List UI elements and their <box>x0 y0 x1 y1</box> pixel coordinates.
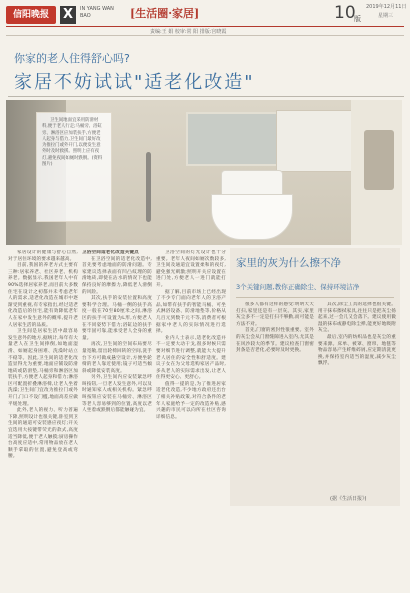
paragraph: 值得一提的是,为了推进居家适老化改造,不少地方政府还出台了相关补贴政策,对符合条件的老年人家庭给予一定的改造补贴,感兴趣的市民可以向所在社区咨询详细信息。 <box>156 381 226 420</box>
paragraph: 家居设计的健康与舒心自然,对于居住环境的要求越来越高。 <box>8 250 78 262</box>
paragraph: 再次,卫生间的空间布局要尽量宽敞,留出轮椅回转的空间,洗手台下方可做成悬空设计,方便坐轮椅的老人靠近使用;镜子可适当倾斜或降低安装高度。 <box>82 342 152 374</box>
paragraph: 其次,扶手的安装位置和高度要科学合理。马桶一侧的扶手高度一般在70至80厘米之间,淋浴区的扶手可设置为L形,方便老人在不同姿势下借力;浴缸边的扶手要牢固可靠,能承受老人全身的重量。 <box>82 296 152 341</box>
article-column-3 <box>156 250 226 585</box>
masthead-rule <box>6 26 404 27</box>
headline-rule <box>8 96 404 97</box>
article-headline: 家居不妨试试"适老化改造" <box>14 72 255 93</box>
section-title: [生活圈·家居] <box>130 7 200 20</box>
article-column-2 <box>82 250 152 585</box>
paragraph: 卫生间是居家生活中最容易发生意外的地方,据统计,每年有大量老人在卫生间摔倒,如地面湿滑、如厕起身困难、洗澡时站立不稳等。因此,卫生间的适老化改造显得尤为重要,地面应铺设防滑地砖或防滑垫,马桶旁和淋浴区加装扶手,方便老人起身和借力;淋浴区可配置折叠淋浴椅,让老人坐着洗澡;卫生间门宜改为推拉门或外开门,门口不设门槛,地面高差应做平缓处理。 <box>8 329 78 407</box>
photo-toilet-bowl <box>211 194 293 240</box>
paragraph: 在卫浴空间的适老化改造中,首先要考虑地面的防滑问题。专家建议选择表面有凹凸纹理的防滑地砖,即使在沾水的情况下也能保持良好的摩擦力,降低老人滑倒的风险。 <box>82 256 152 295</box>
page-suffix: 版 <box>354 15 361 23</box>
photo-grab-bar <box>146 152 151 222</box>
photo-mirror <box>186 112 280 166</box>
article-column-1 <box>8 250 78 585</box>
newspaper-logo: 信阳晚报 <box>6 6 56 24</box>
paragraph: 据了解,目前市场上已经出现了不少专门面向老年人的卫浴产品,如带有扶手的智能马桶、可坐式淋浴设备、防滑地垫等,价格从几百元到数千元不等,消费者可根据家中老人的实际情况进行选择。 <box>156 289 226 335</box>
issue-date: 2019年12月11日 <box>366 4 407 10</box>
paragraph: 其次,除尘工具的选择也很关键。用干抹布擦拭家具,往往只是把灰尘扬起来,过一会儿又会落下。建议使用微湿的抹布或静电除尘掸,能更好地吸附灰尘。 <box>318 302 396 334</box>
paragraph: 最后,室内的纺织品也是灰尘的重要来源。床单、被罩、窗帘、地毯等物品容易产生纤维碎屑,应定期清洗更换,并保持室内适当的湿度,减少灰尘飘浮。 <box>318 334 396 367</box>
sidebar-source: (据《生活日报》) <box>330 496 367 502</box>
sidebar-subtitle: 3个关键问题,教你正确除尘、保持环境洁净 <box>236 283 360 291</box>
paragraph: 目前,我国的养老方式主要有三种:居家养老、社区养老、机构养老。数据显示,我国老年人中有90%选择居家养老,而目前大多数住宅在设计之初都并未考虑老年人的需求,适老化改造在城市中逐渐受到重视,有专家指出,经过适老化改造后的住宅,能有效降低老年人在家中发生意外的概率,提升老人居家生活的品质。 <box>8 263 78 328</box>
paragraph: 首先,门窗的密封性很重要。室外的灰尘会从门窗缝隙进入室内,尤其是在风沙较大的季节。建议检查门窗密封条是否老化,必要时及时更换。 <box>236 328 314 354</box>
article-kicker: 你家的老人住得舒心吗? <box>14 52 130 65</box>
sidebar-column-1 <box>236 302 314 492</box>
issue-weekday: 星期三 <box>378 13 394 19</box>
photo-caption: 卫生间地面宜采用防滑材料,便于老人行走;马桶旁、浴缸旁、淋浴区应加装扶手,方便老人起身与借力,卫生间门最好改为推拉门或外开门,以便发生意外时及时救援。照明上应有夜灯,避免夜间如厕时跌倒。(资料图片) <box>42 118 103 168</box>
photo-towel <box>364 130 394 190</box>
page-number: 10 <box>334 3 356 23</box>
photo-cabinet <box>276 110 358 172</box>
brand-pinyin: IN YANG WAN BAO <box>80 6 114 19</box>
sidebar-title: 家里的灰为什么擦不净 <box>236 257 341 269</box>
paragraph: 业内人士表示,适老化改造并不一定要大动干戈,很多时候只需要对细节进行调整,就能大大提升老人居住的安全性和舒适度。建议子女在为父母选购家居产品时,多从老人的实际需求出发,让老人住得更安心、更舒心。 <box>156 335 226 381</box>
masthead-divider <box>6 35 404 36</box>
sidebar-rule <box>236 297 394 298</box>
paragraph: 卫浴空间的灯光设计也十分重要。老年人夜间如厕次数较多,卫生间及通道宜设置柔和的夜灯,避免强光刺激;照明开关应设置在进门处,方便老人一进门就能打开。 <box>156 250 226 288</box>
brand-letter: X <box>60 6 76 24</box>
sidebar-column-2 <box>318 302 396 492</box>
paragraph: 此外,老人的视力、听力普遍下降,照明设计也很关键,卧室到卫生间的通道可安装感应夜灯;开关宜选用大按键带荧光的款式,高度适当降低,便于老人触摸;厨房操作台高度应适中,常用物品放在老人顺手拿取的位置,避免登高或弯腰。 <box>8 408 78 460</box>
paragraph: 很多人都有这样的感受:明明天天打扫,家里还是有一层灰。其实,家里灰尘多不一定是打扫不够勤,而可能是方法不对。 <box>236 302 314 327</box>
paragraph: 另外,卫生间内应安装紧急呼叫按钮,一旦老人发生意外,可以及时通知家人或相关机构。紧急呼叫按钮应安装在马桶旁、淋浴区等老人容易够到的位置,高度以老人坐着或跌倒后都能触碰为宜。 <box>82 375 152 414</box>
editors-line: 责编:王 娟 校审:常 阳 排版:宫晓霞 <box>150 29 227 35</box>
column-subhead: 卫浴空间适老化改造关键点 <box>82 250 139 255</box>
